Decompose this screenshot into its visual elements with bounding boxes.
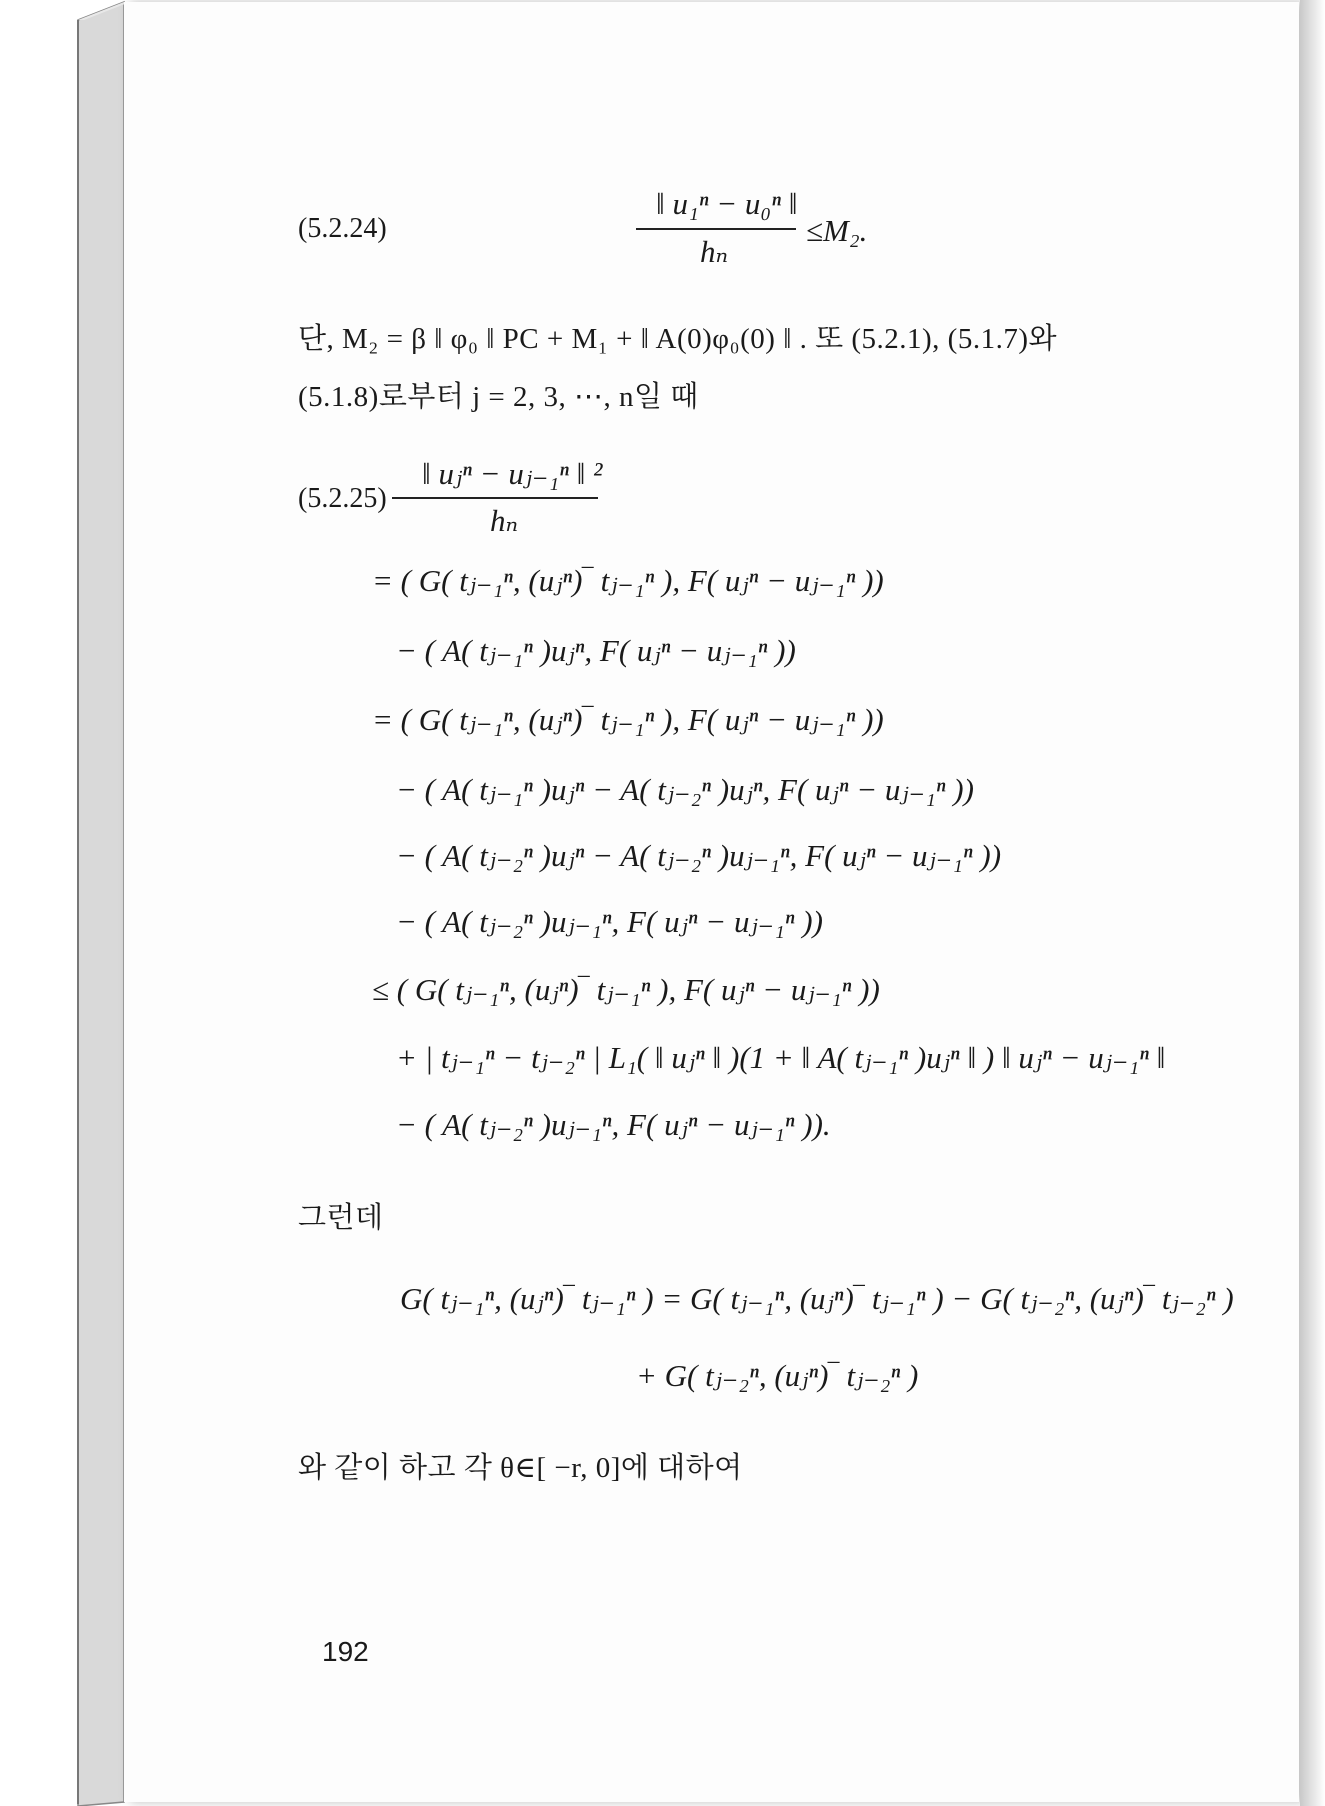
g-equation-line-2: + G( tⱼ₋₂ⁿ, (uⱼⁿ)‾ tⱼ₋₂ⁿ ) — [636, 1358, 919, 1393]
g-equation-line-1: G( tⱼ₋₁ⁿ, (uⱼⁿ)‾ tⱼ₋₁ⁿ ) = G( tⱼ₋₁ⁿ, (uⱼⁿ)‾ tⱼ₋₁ⁿ ) − G( tⱼ₋₂ⁿ, (uⱼⁿ)‾ tⱼ₋₂ⁿ ) — [400, 1281, 1234, 1316]
derivation-line: = ( G( tⱼ₋₁ⁿ, (uⱼⁿ)‾ tⱼ₋₁ⁿ ), F( uⱼⁿ − uⱼ₋₁ⁿ )) — [372, 702, 884, 737]
paragraph-line-2: (5.1.8)로부터 j = 2, 3, ⋯, n일 때 — [298, 381, 699, 413]
eq-5-2-25-numerator: ‖ uⱼⁿ − uⱼ₋₁ⁿ ‖ ² — [422, 456, 603, 491]
derivation-line: ≤ ( G( tⱼ₋₁ⁿ, (uⱼⁿ)‾ tⱼ₋₁ⁿ ), F( uⱼⁿ − uⱼ₋₁ⁿ )) — [372, 972, 880, 1007]
derivation-line: = ( G( tⱼ₋₁ⁿ, (uⱼⁿ)‾ tⱼ₋₁ⁿ ), F( uⱼⁿ − uⱼ₋₁ⁿ )) — [372, 563, 884, 598]
eq-5-2-24-rhs: ≤M₂. — [806, 213, 868, 248]
equation-label-5-2-25: (5.2.25) — [298, 483, 387, 514]
derivation-line: − ( A( tⱼ₋₁ⁿ )uⱼⁿ − A( tⱼ₋₂ⁿ )uⱼⁿ, F( uⱼⁿ − uⱼ₋₁ⁿ )) — [396, 772, 974, 807]
equation-label-5-2-24: (5.2.24) — [298, 213, 387, 244]
fraction-bar — [636, 228, 796, 230]
derivation-line: − ( A( tⱼ₋₂ⁿ )uⱼ₋₁ⁿ, F( uⱼⁿ − uⱼ₋₁ⁿ )). — [396, 1107, 831, 1142]
page-shadow — [1300, 0, 1325, 1806]
page-number: 192 — [322, 1636, 369, 1667]
paragraph-line-1: 단, M₂ = β ‖ φ₀ ‖ PC + M₁ + ‖ A(0)φ₀(0) ‖ . 또 (5.2.1), (5.1.7)와 — [298, 323, 1057, 355]
paragraph-text: 그런데 — [298, 1202, 384, 1234]
derivation-line: + | tⱼ₋₁ⁿ − tⱼ₋₂ⁿ | L₁( ‖ uⱼⁿ ‖ )(1 + ‖ A( tⱼ₋₁ⁿ )uⱼⁿ ‖ ) ‖ uⱼⁿ − uⱼ₋₁ⁿ ‖ — [396, 1040, 1166, 1075]
eq-5-2-24-denominator: hₙ — [700, 234, 729, 269]
book-page — [124, 2, 1299, 1802]
derivation-line: − ( A( tⱼ₋₂ⁿ )uⱼⁿ − A( tⱼ₋₂ⁿ )uⱼ₋₁ⁿ, F( uⱼⁿ − uⱼ₋₁ⁿ )) — [396, 838, 1002, 873]
fraction-bar — [392, 497, 598, 499]
derivation-line: − ( A( tⱼ₋₂ⁿ )uⱼ₋₁ⁿ, F( uⱼⁿ − uⱼ₋₁ⁿ )) — [396, 904, 823, 939]
eq-5-2-25-denominator: hₙ — [490, 503, 519, 538]
eq-5-2-24-numerator: ‖ u₁ⁿ − u₀ⁿ ‖ — [656, 186, 798, 221]
paragraph-text: 와 같이 하고 각 θ∈[ −r, 0]에 대하여 — [298, 1452, 743, 1484]
derivation-line: − ( A( tⱼ₋₁ⁿ )uⱼⁿ, F( uⱼⁿ − uⱼ₋₁ⁿ )) — [396, 633, 796, 668]
